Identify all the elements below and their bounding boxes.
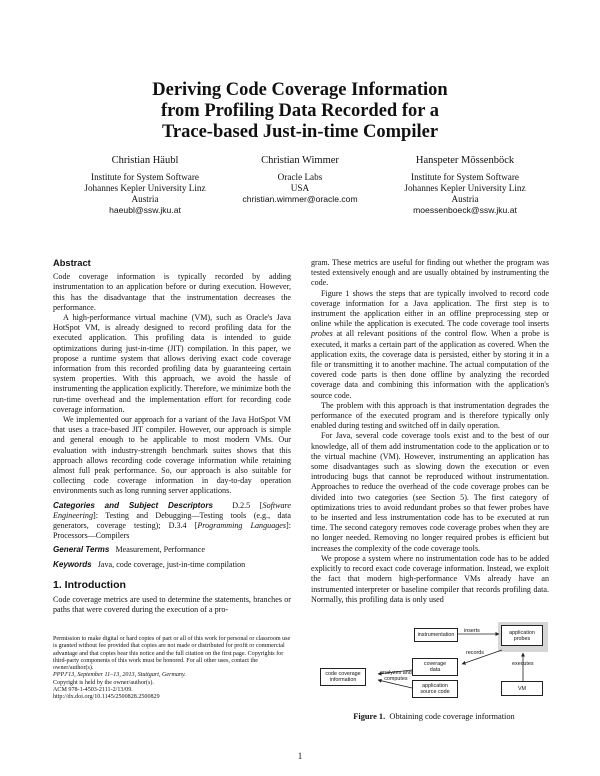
analyzes-label — [380, 670, 412, 682]
coverage-data-line: data — [429, 667, 441, 673]
executes-label: executes — [512, 661, 534, 667]
abstract-paragraph: A high-performance virtual machine (VM), such as Oracle's Java HotSpot VM, is already designed to record profiling data for the executed application. This profiling data is intended to guide optimizations during just-in-time (JIT) compilation. In this paper, we propose a runtime system that allows deriving exact code coverage information from this recorded profiling data by guaranteeing certain system properties. With this approach, we avoid the hassle of instrumenting the application explicitly. Therefore, we minimize both the run-time overhead and the implementation effort for recording code coverage information. — [53, 313, 291, 414]
categories-text-italic: Programming Languages — [197, 521, 287, 531]
abstract-paragraph: We implemented our approach for a variant of the Java HotSpot VM that uses a trace-based JIT compiler. However, our approach is simple and general enough to be applicable to most modern VMs. Our evaluation with industry-strength benchmark suites shows that this approach allows recording code coverage information while retaining almost full peak performance. So, our approach is also suitable for collecting code coverage information in day-to-day operation environments such as long running server applications. — [53, 415, 291, 496]
keywords-heading: Keywords — [53, 559, 92, 569]
instrumentation-box: instrumentation — [414, 628, 458, 642]
body-paragraph: gram. These metrics are useful for finding out whether the program was tested extensively enough and are usually obtained by instrumenting the code. — [311, 258, 549, 288]
paper-title — [0, 80, 600, 143]
figure-1 — [318, 622, 550, 750]
left-column — [53, 258, 291, 616]
title-line-3: Trace-based Just-in-time Compiler — [161, 122, 439, 142]
abstract-heading: Abstract — [53, 258, 91, 268]
code-coverage-info-line: code coverage — [325, 671, 361, 677]
author-affiliation: Institute for System Software — [91, 172, 199, 182]
author-name: Christian Häubl — [111, 155, 179, 166]
categories-text: D.2.5 [ — [232, 500, 263, 510]
categories-text: ]: Processors—Compilers — [53, 521, 291, 541]
keywords-text: Java, code coverage, just-in-time compilation — [97, 559, 246, 569]
title-line-2: from Profiling Data Recorded for a — [161, 101, 439, 121]
source-code-line: application — [422, 683, 448, 689]
body-text: at all relevant positions of the control flow. When a probe is executed, it marks a certain part of the application as covered. When the application exits, the coverage data is persisted, either by storing it in a file or transmitting it to another machine. The actual computation of the covered code parts is then done offline by analyzing the recorded coverage data and combining this information with the application's source code. — [311, 329, 549, 400]
figure-caption-text: Obtaining code coverage information — [389, 712, 515, 721]
author-email[interactable]: christian.wimmer@oracle.com — [242, 194, 358, 204]
venue-line: PPPJ'13, September 11–13, 2013, Stuttgart, Germany. — [53, 672, 186, 679]
analyzes-line: computes — [384, 676, 408, 682]
source-code-line: source code — [420, 689, 450, 695]
records-label: records — [466, 650, 484, 656]
author-name: Hanspeter Mössenböck — [415, 155, 515, 166]
abstract-paragraph: Code coverage information is typically recorded by adding instrumentation to an application before or during execution. However, this has the disadvantage that the instrumentation decreases the performance. — [53, 272, 291, 312]
page-number: 1 — [297, 751, 303, 761]
author-block-2 — [210, 155, 390, 205]
permission-notice: Permission to make digital or hard copies of part or all of this work for personal or classroom use is granted without fee provided that copies are not made or distributed for profit or commercial advantage and that copies bear this notice and the full citation on the first page. Copyrights for third-party components of this work must be honored. For all other uses, contact the owner/author(s). — [53, 636, 291, 672]
inserts-label: inserts — [464, 628, 480, 634]
categories-text: ]: Testing and Debugging—Testing tools (e.g., data generators, coverage testing); D.3.4 [ — [53, 510, 291, 531]
categories-paragraph — [53, 501, 291, 542]
author-affiliation: Austria — [131, 194, 159, 204]
application-probes-line: probes — [513, 635, 531, 642]
author-email[interactable]: moessenboeck@ssw.jku.at — [413, 205, 517, 215]
figure-caption — [318, 712, 550, 721]
figure-caption-label: Figure 1. — [353, 712, 386, 721]
general-terms-heading: General Terms — [53, 545, 110, 555]
title-line-1: Deriving Code Coverage Information — [152, 80, 448, 100]
body-paragraph: The problem with this approach is that instrumentation degrades the performance of the executed program and is therefore typically only enabled during testing and switched off in daily operation. — [311, 400, 549, 431]
author-block-3 — [375, 155, 555, 216]
body-paragraph — [311, 289, 549, 401]
author-block-1 — [55, 155, 235, 216]
source-code-box — [412, 680, 458, 698]
author-name: Christian Wimmer — [261, 155, 339, 166]
author-affiliation: Austria — [451, 194, 479, 204]
code-coverage-info-line: information — [329, 677, 357, 683]
categories-text-italic: Software Engineering — [53, 500, 291, 520]
body-text-italic: probes — [311, 329, 333, 339]
introduction-heading: 1. Introduction — [53, 578, 126, 591]
introduction-paragraph: Code coverage metrics are used to determine the statements, branches or paths that were covered during the execution of a pro- — [53, 595, 291, 615]
copyright-line: Copyright is held by the owner/author(s). — [53, 679, 154, 686]
author-affiliation: Johannes Kepler University Linz — [404, 183, 526, 193]
author-affiliation: Institute for System Software — [411, 172, 519, 182]
doi-link[interactable]: http://dx.doi.org/10.1145/2500828.2500829 — [53, 694, 160, 701]
application-probes-box — [501, 625, 543, 646]
general-terms-text: Measurement, Performance — [115, 545, 205, 555]
right-column — [311, 258, 549, 605]
analyzes-line: analyzes and — [380, 670, 412, 676]
general-terms-paragraph — [53, 545, 291, 555]
vm-box: VM — [501, 681, 543, 696]
author-email[interactable]: haeubl@ssw.jku.at — [109, 205, 181, 215]
coverage-data-line: coverage — [423, 661, 447, 667]
categories-heading: Categories and Subject Descriptors — [53, 500, 213, 510]
code-coverage-info-box — [320, 668, 366, 686]
coverage-data-box — [412, 658, 458, 676]
permission-block — [53, 636, 291, 702]
acm-line: ACM 978-1-4503-2111-2/13/09. — [53, 687, 133, 694]
author-affiliation: Oracle Labs — [277, 172, 323, 182]
body-paragraph: We propose a system where no instrumentation code has to be added explicitly to record exact code coverage information. Instead, we exploit the fact that modern high-performance VMs already have an instrumented interpreter or baseline compiler that records profiling data. Normally, this profiling data is only used — [311, 553, 549, 604]
body-paragraph: For Java, several code coverage tools exist and to the best of our knowledge, all of them add instrumentation code to the application or to the virtual machine (VM). However, instrumenting an application has some disadvantages such as slowing down the execution or even introducing bugs that cannot be reproduced without instrumentation. Approaches to reduce the overhead of the code coverage probes can be divided into two categories (see Section 5). The first category of optimizations tries to avoid redundant probes so that fewer probes have to be inserted and less instrumentation code has to be executed at run time. The second category removes code coverage probes when they are no longer needed. Removing no longer required probes is efficient but increases the complexity of the code coverage tools. — [311, 431, 549, 553]
author-affiliation: USA — [290, 183, 310, 193]
body-text: Figure 1 shows the steps that are typically involved to record code coverage information for a Java application. The first step is to instrument the application either in an offline preprocessing step or online while the application is executed. The code coverage tool inserts — [311, 288, 549, 329]
author-affiliation: Johannes Kepler University Linz — [84, 183, 206, 193]
application-probes-line: application — [509, 629, 535, 636]
keywords-paragraph — [53, 560, 291, 570]
